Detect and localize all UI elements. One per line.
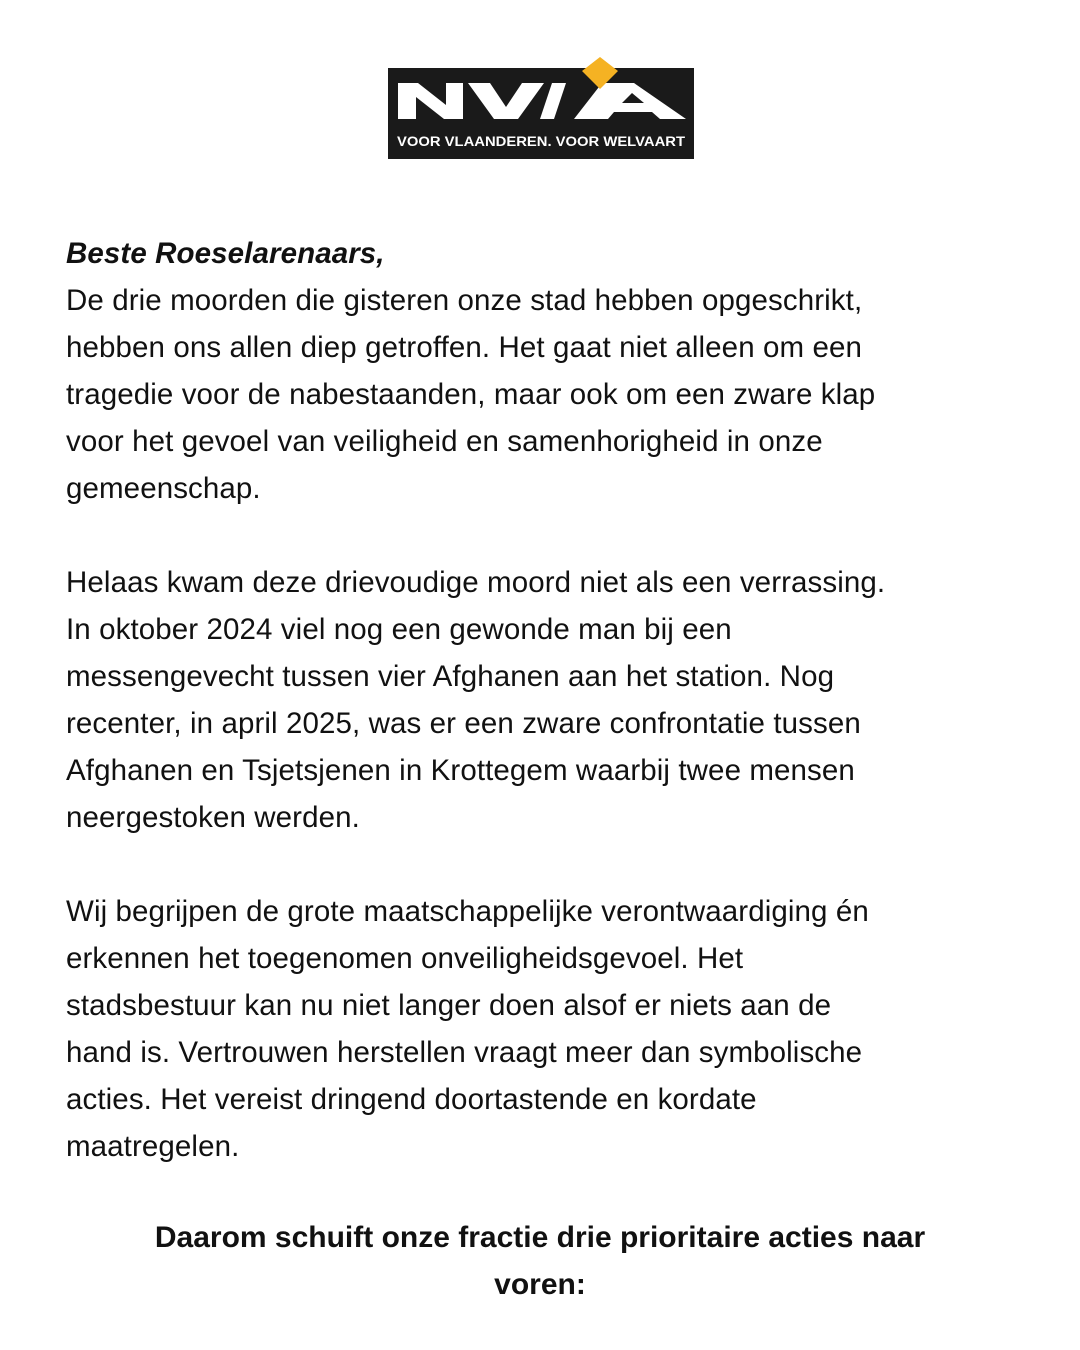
nva-logo-graphic bbox=[388, 57, 694, 159]
closing-statement bbox=[66, 1214, 1014, 1308]
letter-body bbox=[66, 230, 1006, 1170]
closing-line: voren: bbox=[494, 1268, 586, 1301]
paragraph-3 bbox=[66, 888, 1006, 1170]
text-line: maatregelen. bbox=[66, 1130, 240, 1163]
text-line: acties. Het vereist dringend doortastende en kordate bbox=[66, 1083, 757, 1116]
paragraph-2 bbox=[66, 559, 1006, 841]
paragraph-1 bbox=[66, 277, 1006, 512]
nva-logo bbox=[388, 57, 694, 159]
logo-tagline: VOOR VLAANDEREN. VOOR WELVAART bbox=[397, 134, 686, 149]
paragraph-gap bbox=[66, 512, 1006, 559]
text-line: neergestoken werden. bbox=[66, 801, 360, 834]
text-line: recenter, in april 2025, was er een zware confrontatie tussen bbox=[66, 707, 861, 740]
text-line: stadsbestuur kan nu niet langer doen alsof er niets aan de bbox=[66, 989, 832, 1022]
text-line: voor het gevoel van veiligheid en samenhorigheid in onze bbox=[66, 425, 823, 458]
text-line: Afghanen en Tsjetsjenen in Krottegem waarbij twee mensen bbox=[66, 754, 855, 787]
text-line: De drie moorden die gisteren onze stad hebben opgeschrikt, bbox=[66, 284, 863, 317]
text-line: messengevecht tussen vier Afghanen aan het station. Nog bbox=[66, 660, 835, 693]
closing-line: Daarom schuift onze fractie drie prioritaire acties naar bbox=[154, 1221, 926, 1254]
paragraph-gap bbox=[66, 841, 1006, 888]
text-line: Wij begrijpen de grote maatschappelijke verontwaardiging én bbox=[66, 895, 869, 928]
greeting: Beste Roeselarenaars, bbox=[66, 237, 385, 270]
text-line: hand is. Vertrouwen herstellen vraagt meer dan symbolische bbox=[66, 1036, 863, 1069]
text-line: hebben ons allen diep getroffen. Het gaat niet alleen om een bbox=[66, 331, 862, 364]
text-line: Helaas kwam deze drievoudige moord niet als een verrassing. bbox=[66, 566, 886, 599]
text-line: tragedie voor de nabestaanden, maar ook om een zware klap bbox=[66, 378, 876, 411]
text-line: gemeenschap. bbox=[66, 472, 261, 505]
text-line: In oktober 2024 viel nog een gewonde man bij een bbox=[66, 613, 732, 646]
text-line: erkennen het toegenomen onveiligheidsgevoel. Het bbox=[66, 942, 744, 975]
